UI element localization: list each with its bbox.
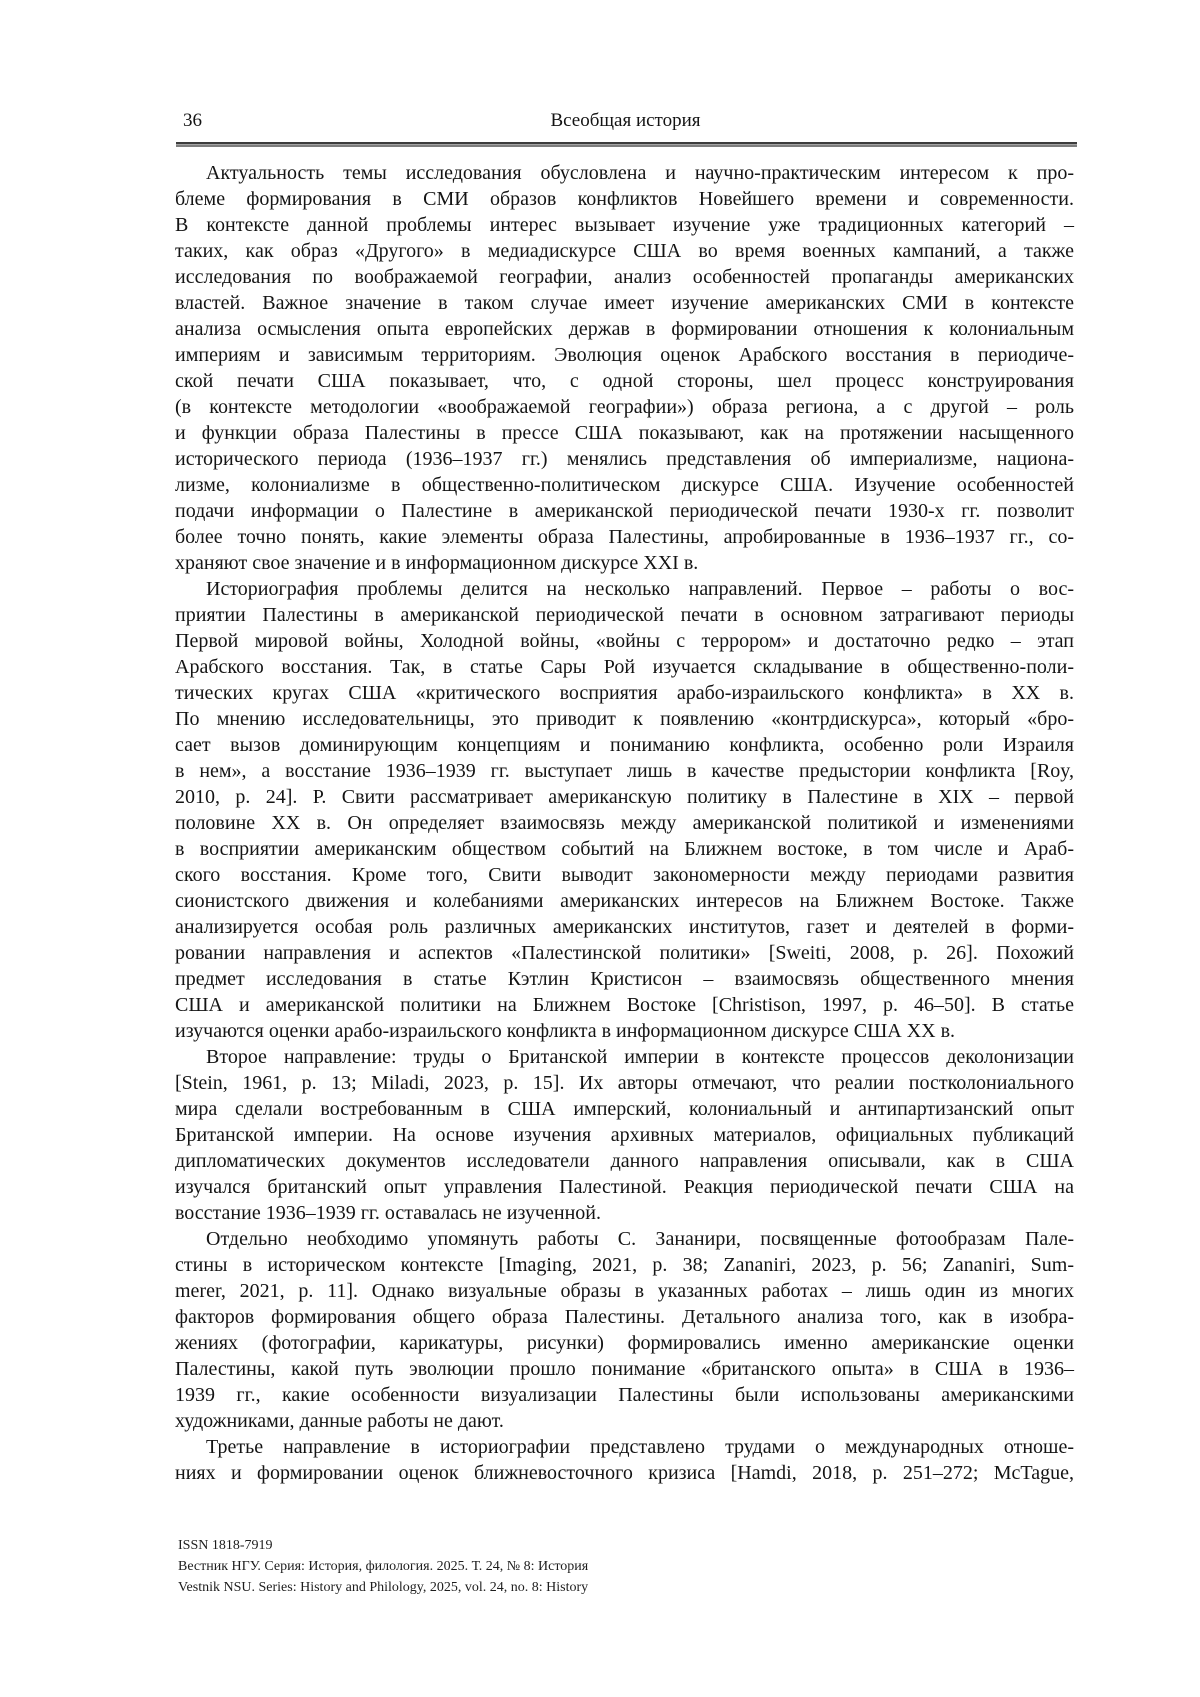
text-line: и функции образа Палестины в прессе США показывают, как на протяжении насыщенного	[175, 422, 1074, 444]
running-title: Всеобщая история	[550, 110, 701, 131]
page-header	[176, 110, 1075, 138]
text-line: в восприятии американским обществом событий на Ближнем востоке, в том числе и Араб-	[175, 838, 1074, 860]
citation-ru: Вестник НГУ. Серия: История, филология. 2025. Т. 24, № 8: История	[178, 1559, 589, 1574]
text-line: Второе направление: труды о Британской империи в контексте процессов деколонизации	[206, 1046, 1074, 1068]
header-rule	[176, 142, 1077, 147]
text-line: ской печати США показывает, что, с одной стороны, шел процесс конструирования	[175, 370, 1074, 392]
text-line: блеме формирования в СМИ образов конфликтов Новейшего времени и современности.	[175, 188, 1074, 210]
text-line: 2010, p. 24]. Р. Свити рассматривает американскую политику в Палестине в XIX – первой	[175, 786, 1074, 808]
text-line: мира сделали востребованным в США имперский, колониальный и антипартизанский опыт	[175, 1098, 1074, 1120]
paragraph	[175, 576, 1074, 1044]
text-line: в нем», а восстание 1936–1939 гг. выступает лишь в качестве предыстории конфликта [Roy,	[175, 760, 1074, 782]
paragraph	[175, 1226, 1074, 1434]
article-body	[175, 160, 1074, 1486]
text-line: (в контексте методологии «воображаемой географии») образа региона, а с другой – роль	[175, 396, 1074, 418]
text-line: более точно понять, какие элементы образа Палестины, апробированные в 1936–1937 гг., со-	[175, 526, 1074, 548]
text-line: ского восстания. Кроме того, Свити выводит закономерности между периодами развития	[175, 864, 1074, 886]
text-line: Арабского восстания. Так, в статье Сары Рой изучается складывание в общественно-поли-	[175, 656, 1074, 678]
text-line: факторов формирования общего образа Палестины. Детального анализа того, как в изобра-	[175, 1306, 1074, 1328]
text-line: ровании направления и аспектов «Палестинской политики» [Sweiti, 2008, p. 26]. Похожий	[175, 942, 1074, 964]
text-line: подачи информации о Палестине в американской периодической печати 1930-х гг. позволит	[175, 500, 1074, 522]
page-footer	[178, 1535, 1077, 1598]
text-line: изучался британский опыт управления Палестиной. Реакция периодической печати США на	[175, 1176, 1074, 1198]
paragraph	[175, 1434, 1074, 1486]
text-line: стины в историческом контексте [Imaging, 2021, p. 38; Zananiri, 2023, p. 56; Zananiri, Sum-	[175, 1254, 1074, 1276]
text-line: анализируется особая роль различных американских институтов, газет и деятелей в форми-	[175, 916, 1074, 938]
issn-line: ISSN 1818-7919	[178, 1538, 273, 1553]
text-line: жениях (фотографии, карикатуры, рисунки) формировались именно американские оценки	[175, 1332, 1074, 1354]
text-line: 1939 гг., какие особенности визуализации Палестины были использованы американскими	[175, 1384, 1074, 1406]
text-line: Палестины, какой путь эволюции прошло понимание «британского опыта» в США в 1936–	[175, 1358, 1074, 1380]
text-line: властей. Важное значение в таком случае имеет изучение американских СМИ в контексте	[175, 292, 1074, 314]
text-line: Первой мировой войны, Холодной войны, «войны с террором» и достаточно редко – этап	[175, 630, 1074, 652]
text-line: Британской империи. На основе изучения архивных материалов, официальных публикаций	[175, 1124, 1074, 1146]
text-line: таких, как образ «Другого» в медиадискурсе США во время военных кампаний, а также	[175, 240, 1074, 262]
text-line: изучаются оценки арабо-израильского конфликта в информационном дискурсе США XX в.	[175, 1020, 956, 1042]
text-line: ниях и формировании оценок ближневосточного кризиса [Hamdi, 2018, p. 251–272; McTague,	[175, 1462, 1074, 1484]
text-line: Отдельно необходимо упомянуть работы С. Зананири, посвященные фотообразам Пале-	[206, 1228, 1074, 1250]
text-line: сает вызов доминирующим концепциям и пониманию конфликта, особенно роли Израиля	[175, 734, 1074, 756]
text-line: По мнению исследовательницы, это приводит к появлению «контрдискурса», который «бро-	[175, 708, 1074, 730]
text-line: merer, 2021, p. 11]. Однако визуальные образы в указанных работах – лишь один из многих	[175, 1280, 1074, 1302]
text-line: восстание 1936–1939 гг. оставалась не изученной.	[175, 1202, 601, 1224]
text-line: дипломатических документов исследователи данного направления описывали, как в США	[175, 1150, 1074, 1172]
text-line: Третье направление в историографии представлено трудами о международных отноше-	[206, 1436, 1074, 1458]
text-line: империям и зависимым территориям. Эволюция оценок Арабского восстания в периодиче-	[175, 344, 1074, 366]
text-line: тических кругах США «критического восприятия арабо-израильского конфликта» в XX в.	[175, 682, 1074, 704]
text-line: храняют свое значение и в информационном дискурсе XXI в.	[175, 552, 699, 574]
text-line: лизме, колониализме в общественно-политическом дискурсе США. Изучение особенностей	[175, 474, 1074, 496]
page-number: 36	[183, 110, 202, 131]
text-line: приятии Палестины в американской периодической печати в основном затрагивают периоды	[175, 604, 1074, 626]
text-line: [Stein, 1961, p. 13; Miladi, 2023, p. 15]. Их авторы отмечают, что реалии постколониального	[175, 1072, 1074, 1094]
paragraph	[175, 1044, 1074, 1226]
text-line: Актуальность темы исследования обусловлена и научно-практическим интересом к про-	[206, 162, 1074, 184]
text-line: исторического периода (1936–1937 гг.) менялись представления об империализме, национа-	[175, 448, 1074, 470]
text-line: половине XX в. Он определяет взаимосвязь между американской политикой и изменениями	[175, 812, 1074, 834]
text-line: предмет исследования в статье Кэтлин Кристисон – взаимосвязь общественного мнения	[175, 968, 1074, 990]
citation-en: Vestnik NSU. Series: History and Philology, 2025, vol. 24, no. 8: History	[178, 1580, 589, 1595]
text-line: исследования по воображаемой географии, анализ особенностей пропаганды американских	[175, 266, 1074, 288]
text-line: сионистского движения и колебаниями американских интересов на Ближнем Востоке. Также	[175, 890, 1074, 912]
text-line: анализа осмысления опыта европейских держав в формировании отношения к колониальным	[175, 318, 1074, 340]
text-line: художниками, данные работы не дают.	[175, 1410, 504, 1432]
text-line: США и американской политики на Ближнем Востоке [Christison, 1997, p. 46–50]. В статье	[175, 994, 1074, 1016]
paragraph	[175, 160, 1074, 576]
text-line: В контексте данной проблемы интерес вызывает изучение уже традиционных категорий –	[175, 214, 1074, 236]
text-line: Историография проблемы делится на несколько направлений. Первое – работы о вос-	[206, 578, 1074, 600]
